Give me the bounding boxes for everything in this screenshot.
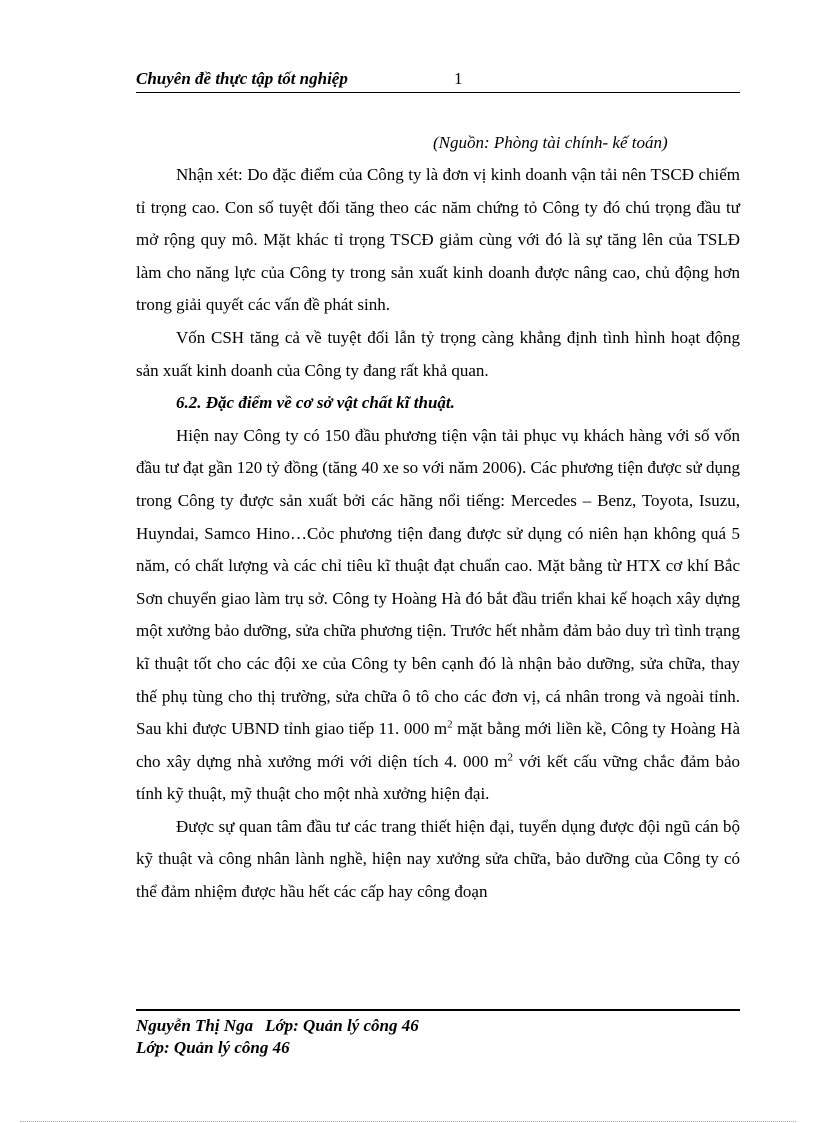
superscript-squared-1: 2 bbox=[447, 718, 453, 731]
page-bottom-divider bbox=[20, 1121, 796, 1122]
body-text bbox=[136, 159, 740, 909]
page-number: 1 bbox=[454, 69, 463, 88]
footer-author: Nguyễn Thị Nga bbox=[136, 1016, 254, 1035]
header-title: Chuyên đề thực tập tốt nghiệp bbox=[136, 69, 348, 88]
section-heading: 6.2. Đặc điểm về cơ sở vật chất kĩ thuật. bbox=[176, 393, 455, 413]
footer-class-line: Lớp: Quản lý công 46 bbox=[136, 1038, 290, 1057]
paragraph-investment: Được sự quan tâm đầu tư các trang thiết hiện đại, tuyển dụng được đội ngũ cán bộ kỹ thuật và công nhân lành nghề, hiện nay xưởng sửa chữa, bảo dưỡng của Công ty có thể đảm nhiệm được hầu hết các cấp hay công đoạn bbox=[136, 816, 740, 902]
paragraph-facilities bbox=[136, 420, 740, 811]
footer-class-inline: Lớp: Quản lý công 46 bbox=[265, 1016, 419, 1035]
footer-rule bbox=[136, 1009, 740, 1011]
superscript-squared-2: 2 bbox=[507, 751, 513, 764]
footer-author-line bbox=[136, 1016, 419, 1036]
header-rule bbox=[136, 92, 740, 93]
facilities-text-3: với kết cấu vững chắc đảm bảo tính kỹ thuật, mỹ thuật cho một nhà xưởng hiện đại. bbox=[136, 751, 740, 804]
paragraph-remark: Nhận xét: Do đặc điểm của Công ty là đơn vị kinh doanh vận tải nên TSCĐ chiếm tỉ trọng cao. Con số tuyệt đối tăng theo các năm chứng tỏ Công ty đó chú trọng đầu tư mở rộng quy mô. Mặt khác tỉ trọng TSCĐ giảm cùng với đó là sự tăng lên của TSLĐ làm cho năng lực của Công ty trong sản xuất kinh doanh được nâng cao, chủ động hơn trong giải quyết các vấn đề phát sinh. bbox=[136, 165, 740, 315]
facilities-text-2: mặt bằng mới liền kề, Công ty Hoàng Hà cho xây dựng nhà xưởng mới với diện tích 4. 000 m bbox=[136, 719, 740, 771]
facilities-text-1: Hiện nay Công ty có 150 đầu phương tiện vận tải phục vụ khách hàng với số vốn đầu tư đạt gần 120 tỷ đồng (tăng 40 xe so với năm 2006). Các phương tiện được sử dụng trong Công ty được sản xuất bởi các hãng nổi tiếng: Mercedes – Benz, Toyota, Isuzu, Huyndai, Samco Hino…Cỏc phương tiện đang được sử dụng có niên hạn không quá 5 năm, có chất lượng và các chỉ tiêu kĩ thuật đạt chuẩn cao. Mặt bằng từ HTX cơ khí Bắc Sơn chuyển giao làm trụ sở. Công ty Hoàng Hà đó bắt đầu triển khai kế hoạch xây dựng một xưởng bảo dưỡng, sửa chữa phương tiện. Trước hết nhằm đảm bảo duy trì tình trạng kĩ thuật tốt cho các đội xe của Công ty bên cạnh đó là nhận bảo dưỡng, sửa chữa, thay thế phụ tùng cho thị trường, sửa chữa ô tô cho các đơn vị, cá nhân trong và ngoài tỉnh. Sau khi được UBND tỉnh giao tiếp 11. 000 m bbox=[136, 425, 740, 739]
paragraph-equity: Vốn CSH tăng cả về tuyệt đối lẫn tỷ trọng càng khẳng định tình hình hoạt động sản xuất kinh doanh của Công ty đang rất khả quan. bbox=[136, 327, 740, 380]
source-note: (Nguồn: Phòng tài chính- kế toán) bbox=[433, 133, 668, 152]
